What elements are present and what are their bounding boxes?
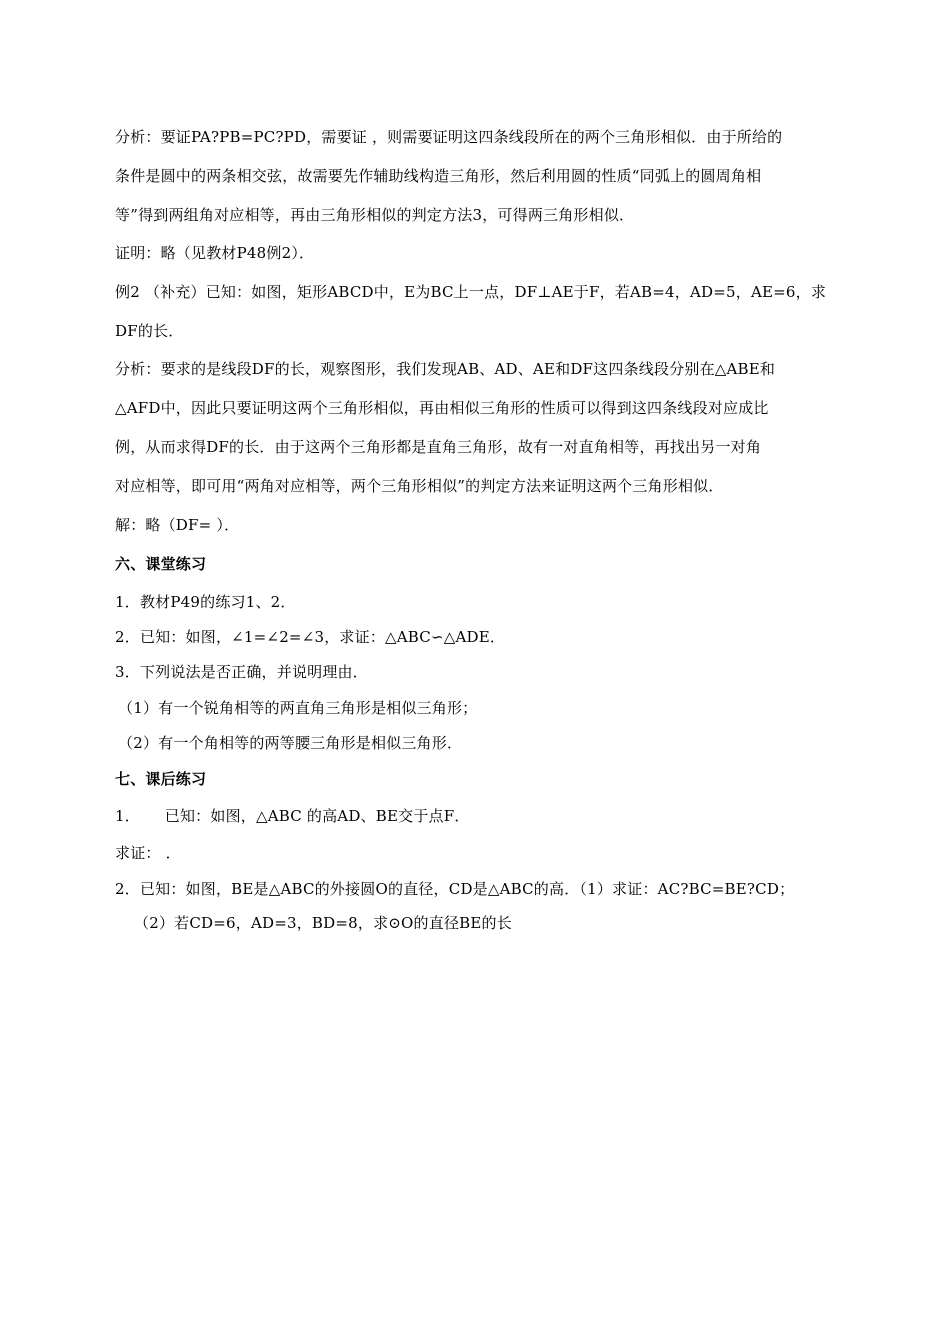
analysis2-line-1: 分析：要求的是线段DF的长，观察图形，我们发现AB、AD、AE和DF这四条线段分别在△ABE和 — [115, 360, 776, 378]
section6-heading: 六、课堂练习 — [115, 555, 207, 573]
analysis2-line-2: △AFD中，因此只要证明这两个三角形相似，再由相似三角形的性质可以得到这四条线段对应成比 — [115, 399, 769, 417]
proof1: 证明：略（见教材P48例2）． — [115, 244, 315, 262]
section7-item-3: 2．已知：如图，BE是△ABC的外接圆O的直径，CD是△ABC的高．（1）求证：AC?BC=BE?CD； — [115, 880, 795, 898]
example2-line-1: 例2 （补充）已知：如图，矩形ABCD中，E为BC上一点，DF⊥AE于F，若AB=4，AD=5，AE=6，求 — [115, 283, 827, 301]
section6-item-3: 3．下列说法是否正确，并说明理由． — [115, 663, 368, 681]
section6-item-2: 2．已知：如图，∠1=∠2=∠3，求证：△ABC∽△ADE． — [115, 628, 506, 646]
analysis1-line-1: 分析：要证PA?PB=PC?PD，需要证 ，则需要证明这四条线段所在的两个三角形相似．由于所给的 — [115, 128, 783, 146]
solution2: 解：略（DF= ）． — [115, 516, 240, 534]
section7-heading: 七、课后练习 — [115, 770, 207, 788]
analysis2-line-4: 对应相等，即可用“两角对应相等，两个三角形相似”的判定方法来证明这两个三角形相似． — [115, 477, 724, 495]
example2-line-2: DF的长． — [115, 322, 184, 340]
section6-item-4: （1）有一个锐角相等的两直角三角形是相似三角形； — [118, 699, 478, 717]
section7-item-2: 求证： ． — [115, 844, 181, 862]
section7-item-4: （2）若CD=6，AD=3，BD=8，求⊙O的直径BE的长 — [134, 914, 512, 932]
section6-item-5: （2）有一个角相等的两等腰三角形是相似三角形． — [118, 734, 463, 752]
section6-item-1: 1．教材P49的练习1、2． — [115, 593, 296, 611]
analysis2-line-3: 例，从而求得DF的长．由于这两个三角形都是直角三角形，故有一对直角相等，再找出另一对角 — [115, 438, 762, 456]
section7-item-1: 1． 已知：如图，△ABC 的高AD、BE交于点F． — [115, 807, 470, 825]
analysis1-line-2: 条件是圆中的两条相交弦，故需要先作辅助线构造三角形，然后利用圆的性质“同弧上的圆周角相 — [115, 167, 762, 185]
analysis1-line-3: 等”得到两组角对应相等，再由三角形相似的判定方法3，可得两三角形相似． — [115, 206, 635, 224]
